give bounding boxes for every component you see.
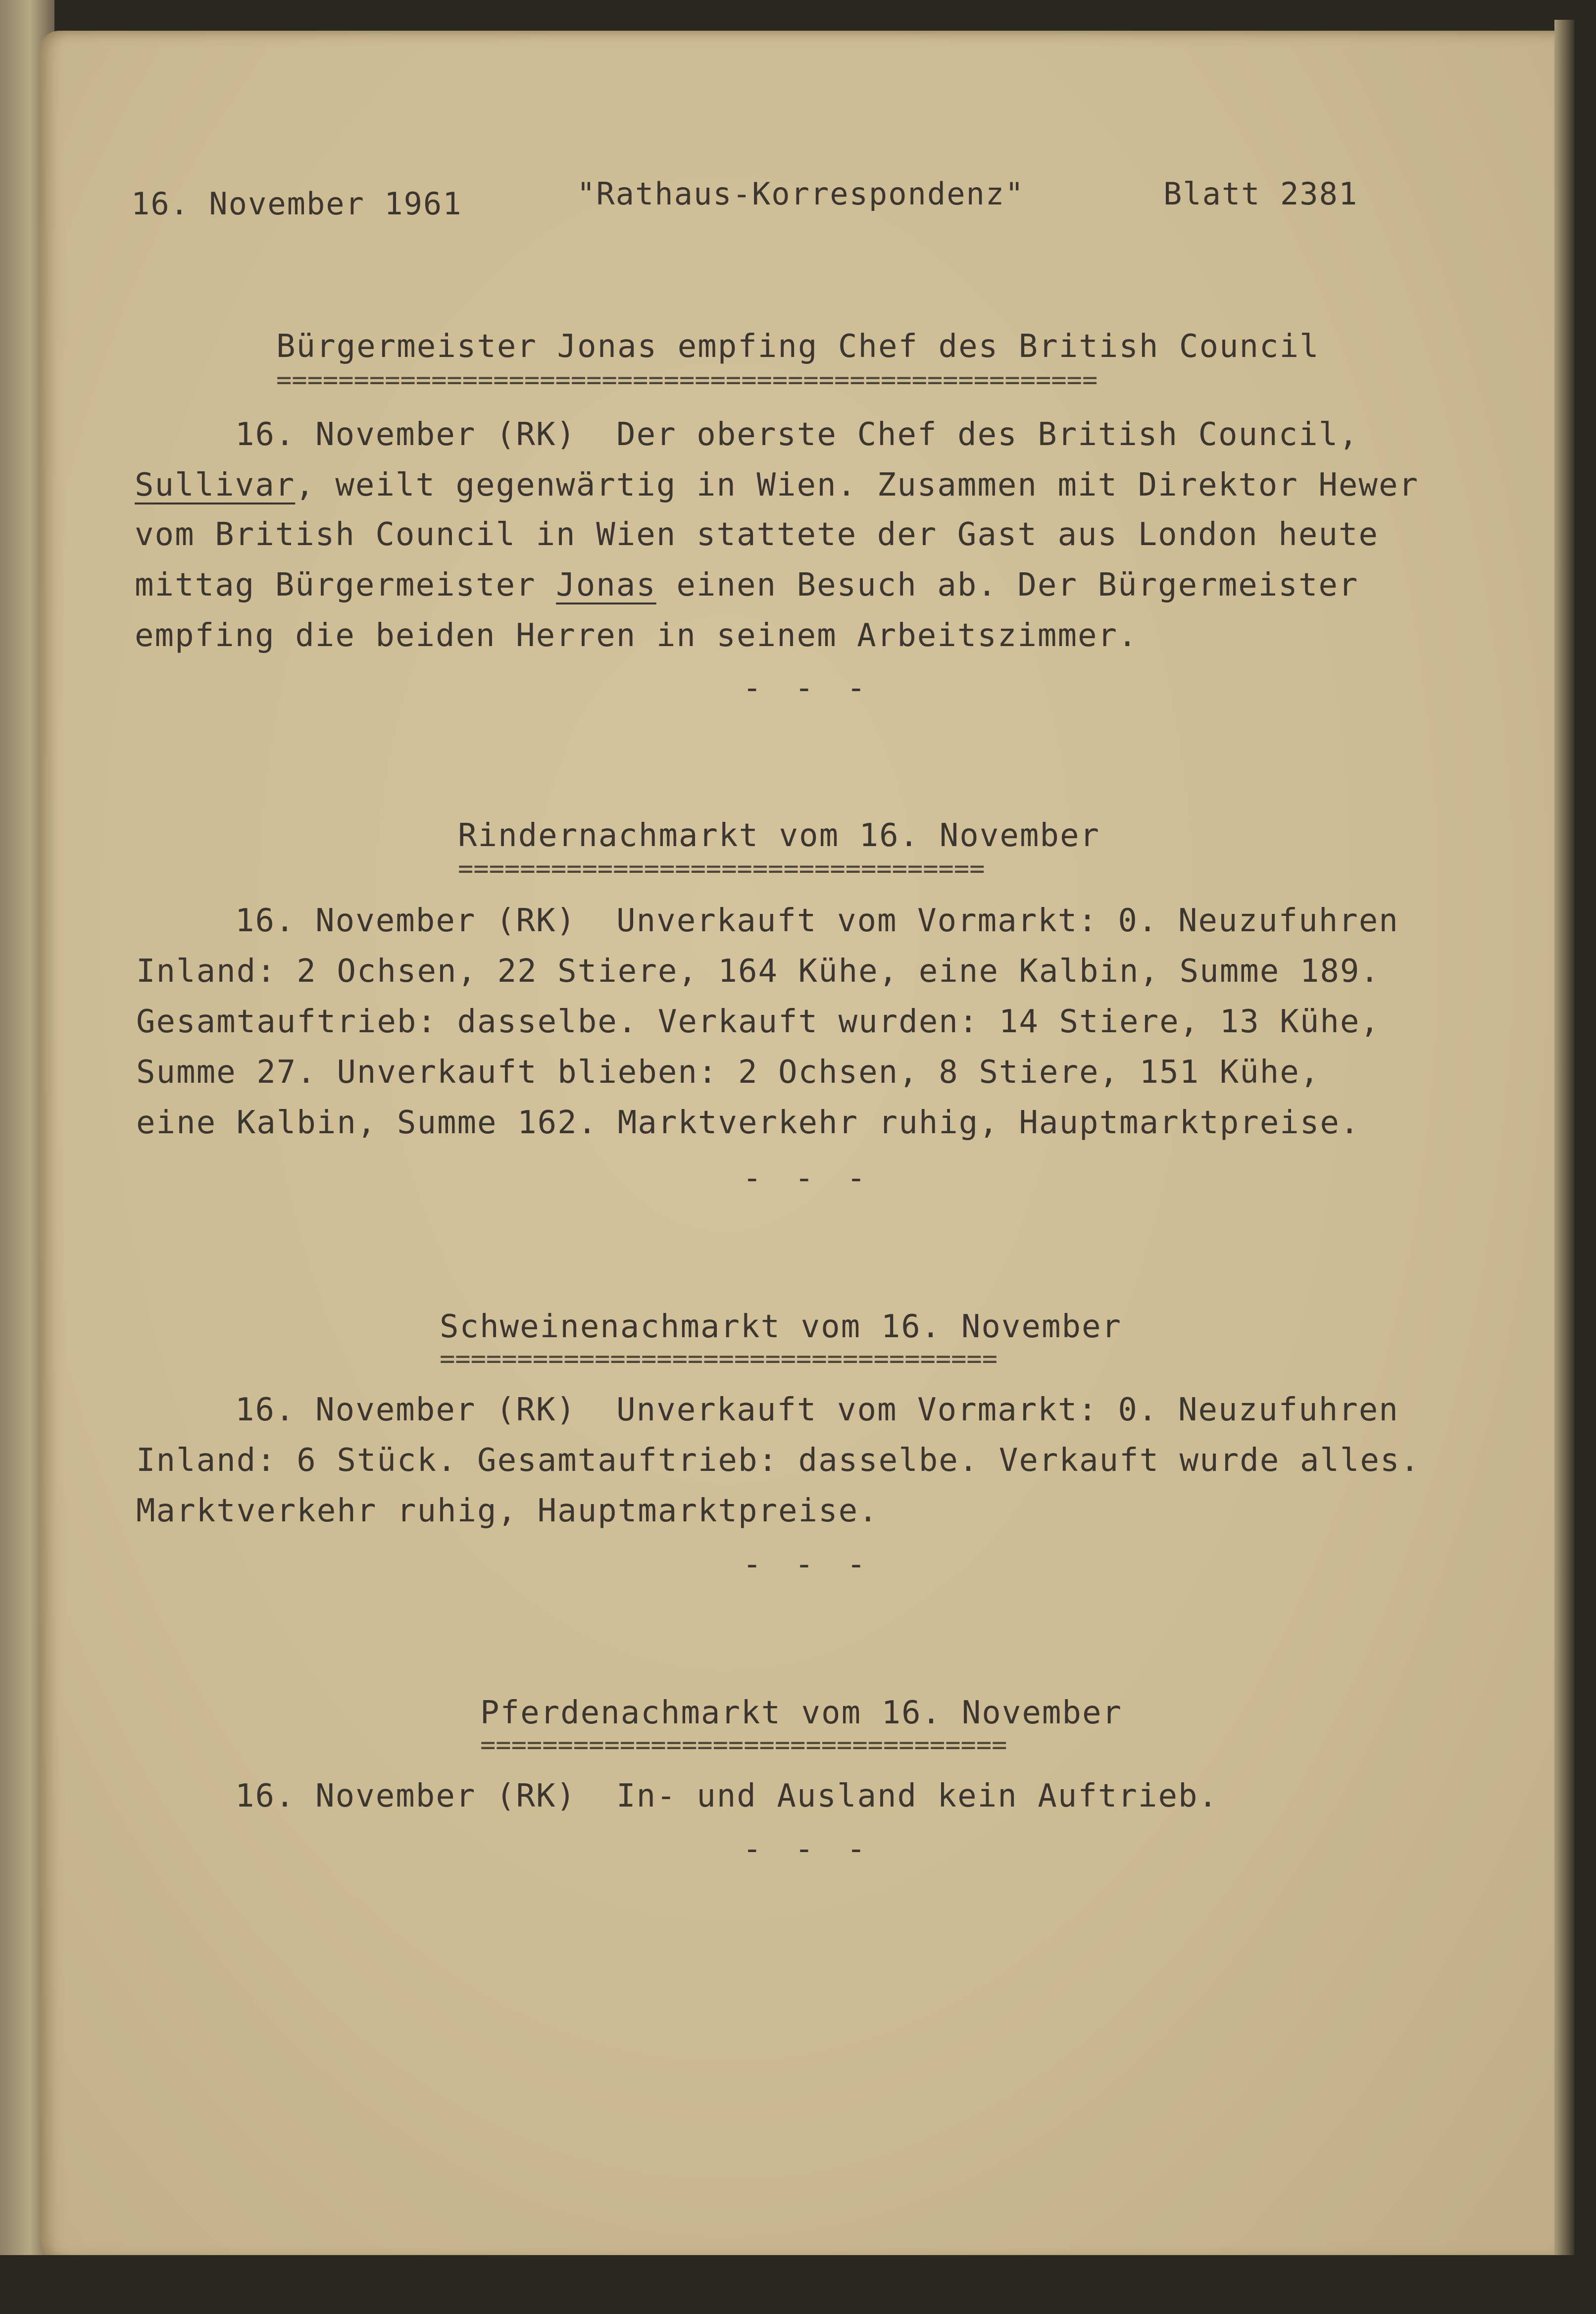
article-1-line-3: vom British Council in Wien stattete der Gast aus London heute (135, 516, 1379, 553)
article-4-separator: - - - (743, 1831, 873, 1867)
article-1-line-4-start: mittag Bürgermeister (135, 567, 556, 604)
article-2-line-4: Summe 27. Unverkauft blieben: 2 Ochsen, 8 Stiere, 151 Kühe, (136, 1054, 1320, 1091)
article-1-line-2 (135, 465, 1419, 505)
article-2-line-2: Inland: 2 Ochsen, 22 Stiere, 164 Kühe, eine Kalbin, Summe 189. (136, 953, 1380, 990)
article-1-heading-rule: ===================================================== (276, 370, 1098, 390)
article-3-heading: Schweinenachmarkt vom 16. November (440, 1308, 1122, 1345)
article-1-line-1: 16. November (RK) Der oberste Chef des British Council, (235, 416, 1359, 453)
article-1-separator: - - - (743, 670, 873, 706)
article-1-line-2-rest: , weilt gegenwärtig in Wien. Zusammen mit Direktor Hewer (295, 467, 1419, 503)
article-4-line-1: 16. November (RK) In- und Ausland kein Auftrieb. (235, 1778, 1219, 1814)
article-2-heading-rule: ================================== (458, 859, 985, 879)
article-2-line-1: 16. November (RK) Unverkauft vom Vormarkt: 0. Neuzufuhren (235, 903, 1399, 939)
name-sullivar: Sullivar (135, 467, 296, 503)
article-2-separator: - - - (743, 1160, 873, 1197)
article-3-line-2: Inland: 6 Stück. Gesamtauftrieb: dasselbe. Verkauft wurde alles. (136, 1442, 1420, 1479)
scan-background (0, 2255, 1596, 2314)
page-edge (1554, 20, 1574, 2263)
header-sheet-number: Blatt 2381 (1163, 176, 1358, 212)
article-1-heading: Bürgermeister Jonas empfing Chef des British Council (276, 328, 1320, 365)
article-3-separator: - - - (743, 1546, 873, 1583)
article-1-line-5: empfing die beiden Herren in seinem Arbeitszimmer. (135, 617, 1138, 654)
header-date: 16. November 1961 (131, 186, 462, 222)
article-4-heading: Pferdenachmarkt vom 16. November (480, 1695, 1122, 1731)
article-4-heading-rule: ================================== (480, 1735, 1007, 1755)
name-jonas: Jonas (556, 567, 656, 604)
article-3-heading-rule: ==================================== (440, 1349, 998, 1369)
article-3-line-3: Marktverkehr ruhig, Hauptmarktpreise. (136, 1493, 879, 1529)
article-2-line-3: Gesamtauftrieb: dasselbe. Verkauft wurden: 14 Stiere, 13 Kühe, (136, 1004, 1380, 1040)
article-2-line-5: eine Kalbin, Summe 162. Marktverkehr ruhig, Hauptmarktpreise. (136, 1105, 1360, 1141)
article-1-line-4-rest: einen Besuch ab. Der Bürgermeister (656, 567, 1359, 604)
article-2-heading: Rindernachmarkt vom 16. November (458, 817, 1100, 854)
article-3-line-1: 16. November (RK) Unverkauft vom Vormarkt: 0. Neuzufuhren (235, 1392, 1399, 1428)
header-publication: "Rathaus-Korrespondenz" (577, 176, 1025, 212)
article-1-line-4 (135, 565, 1358, 605)
